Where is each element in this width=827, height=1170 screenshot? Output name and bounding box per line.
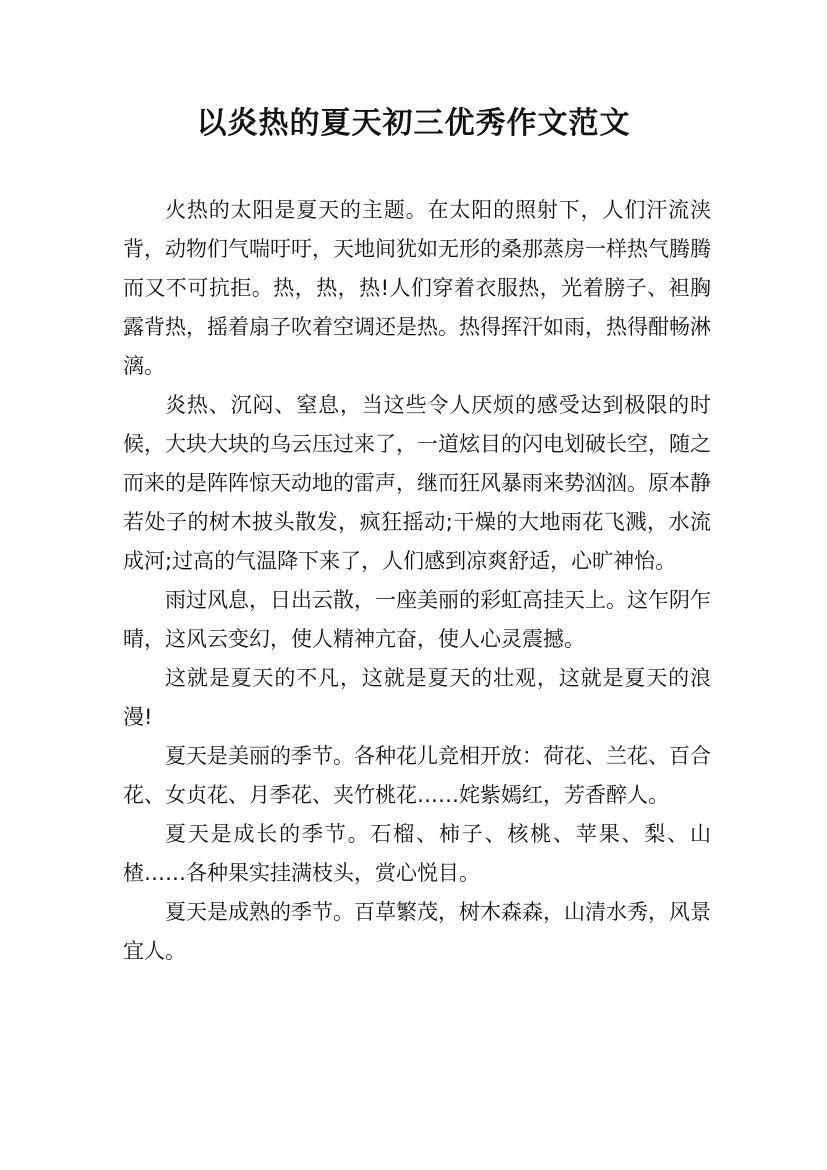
paragraph-7: 夏天是成熟的季节。百草繁茂，树木森森，山清水秀，风景宜人。: [123, 900, 711, 963]
paragraph-3: 雨过风息，日出云散，一座美丽的彩虹高挂天上。这乍阴乍晴，这风云变幻，使人精神亢奋，使人心灵震撼。: [123, 588, 711, 651]
document-body: [123, 191, 711, 971]
paragraph-4: 这就是夏天的不凡，这就是夏天的壮观，这就是夏天的浪漫!: [123, 666, 711, 729]
paragraph-2: 炎热、沉闷、窒息，当这些令人厌烦的感受达到极限的时候，大块大块的乌云压过来了，一道炫目的闪电划破长空，随之而来的是阵阵惊天动地的雷声，继而狂风暴雨来势汹汹。原本静若处子的树木披头散发，疯狂摇动;干燥的大地雨花飞溅，水流成河;过高的气温降下来了，人们感到凉爽舒适，心旷神怡。: [123, 393, 711, 573]
paragraph-1: 火热的太阳是夏天的主题。在太阳的照射下，人们汗流浃背，动物们气喘吁吁，天地间犹如无形的桑那蒸房一样热气腾腾而又不可抗拒。热，热，热!人们穿着衣服热，光着膀子、袒胸露背热，摇着扇子吹着空调还是热。热得挥汗如雨，热得酣畅淋漓。: [123, 198, 711, 378]
document-title: 以炎热的夏天初三优秀作文范文: [196, 106, 631, 141]
paragraph-6: 夏天是成长的季节。石榴、柿子、核桃、苹果、梨、山楂……各种果实挂满枝头，赏心悦目。: [123, 822, 711, 885]
paragraph-5: 夏天是美丽的季节。各种花儿竞相开放：荷花、兰花、百合花、女贞花、月季花、夹竹桃花……姹紫嫣红，芳香醉人。: [123, 744, 711, 807]
